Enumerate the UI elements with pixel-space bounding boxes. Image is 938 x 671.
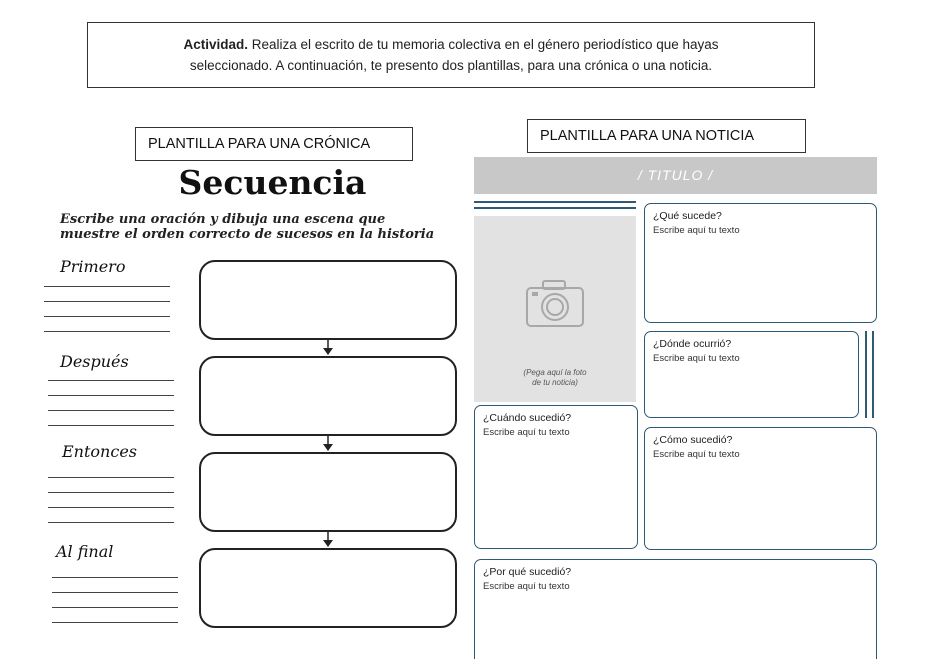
writing-line [48, 522, 174, 523]
scene-box-al-final[interactable] [199, 548, 457, 628]
box-donde-ocurrio[interactable] [644, 331, 859, 418]
divider [474, 201, 636, 203]
writing-line [48, 395, 174, 396]
activity-instructions [87, 22, 815, 88]
step-label-al-final: Al final [56, 542, 114, 561]
photo-caption-line-1: (Pega aquí la foto [523, 368, 587, 377]
activity-text-1: Realiza el escrito de tu memoria colectiva en el género periodístico que hayas [251, 37, 719, 52]
writing-line [44, 301, 170, 302]
writing-line [48, 477, 174, 478]
activity-line-1 [88, 34, 814, 55]
question-que: ¿Qué sucede? [653, 210, 722, 222]
box-como-sucedio[interactable] [644, 427, 877, 550]
activity-label: Actividad. [183, 37, 248, 52]
writing-line [48, 410, 174, 411]
placeholder-text: Escribe aquí tu texto [483, 581, 570, 592]
box-por-que-sucedio[interactable] [474, 559, 877, 659]
secuencia-instructions [60, 212, 460, 242]
placeholder-text: Escribe aquí tu texto [653, 353, 740, 364]
divider [872, 331, 874, 418]
writing-line [44, 316, 170, 317]
instruction-line-2: muestre el orden correcto de sucesos en la historia [60, 227, 435, 242]
secuencia-heading: Secuencia [178, 163, 367, 202]
scene-box-despues[interactable] [199, 356, 457, 436]
camera-icon [524, 278, 586, 330]
question-porque: ¿Por qué sucedió? [483, 566, 572, 578]
step-label-despues: Después [60, 352, 129, 371]
writing-line [52, 607, 178, 608]
writing-line [44, 286, 170, 287]
writing-line [52, 622, 178, 623]
question-donde: ¿Dónde ocurrió? [653, 338, 732, 350]
writing-line [48, 507, 174, 508]
down-arrow-icon [320, 340, 338, 356]
writing-line [44, 331, 170, 332]
scene-box-entonces[interactable] [199, 452, 457, 532]
writing-line [52, 592, 178, 593]
box-que-sucede[interactable] [644, 203, 877, 323]
question-como: ¿Cómo sucedió? [653, 434, 733, 446]
placeholder-text: Escribe aquí tu texto [653, 449, 740, 460]
writing-line [52, 577, 178, 578]
activity-text-2: seleccionado. A continuación, te presento dos plantillas, para una crónica o una noticia. [189, 58, 713, 73]
photo-caption-line-2: de tu noticia) [532, 378, 578, 387]
instruction-line-1: Escribe una oración y dibuja una escena que [60, 212, 386, 227]
box-cuando-sucedio[interactable] [474, 405, 638, 549]
noticia-template-title: PLANTILLA PARA UNA NOTICIA [527, 119, 806, 153]
down-arrow-icon [320, 532, 338, 548]
down-arrow-icon [320, 436, 338, 452]
scene-box-primero[interactable] [199, 260, 457, 340]
cronica-template-title: PLANTILLA PARA UNA CRÓNICA [135, 127, 413, 161]
step-label-primero: Primero [60, 257, 126, 276]
writing-line [48, 425, 174, 426]
placeholder-text: Escribe aquí tu texto [653, 225, 740, 236]
question-cuando: ¿Cuándo sucedió? [483, 412, 572, 424]
writing-line [48, 380, 174, 381]
photo-caption [474, 368, 636, 388]
step-label-entonces: Entonces [62, 442, 137, 461]
divider [474, 207, 636, 209]
divider [865, 331, 867, 418]
noticia-title-banner: / TITULO / [474, 157, 877, 194]
writing-line [48, 492, 174, 493]
placeholder-text: Escribe aquí tu texto [483, 427, 570, 438]
